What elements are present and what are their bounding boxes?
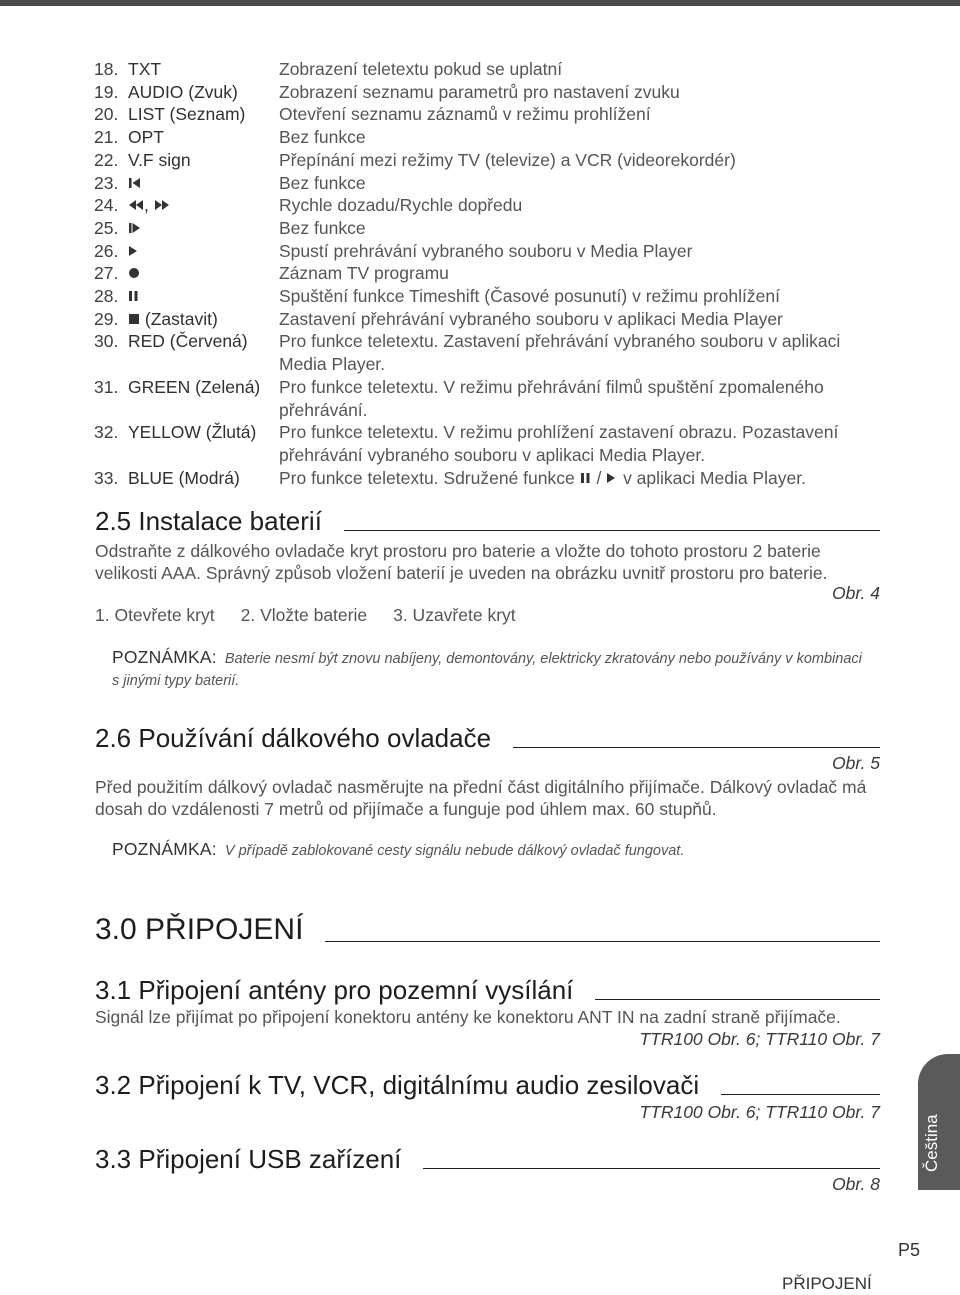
heading-rule bbox=[344, 530, 880, 531]
key-name: LIST (Seznam) bbox=[128, 104, 246, 125]
section-heading bbox=[95, 723, 880, 753]
key-name bbox=[128, 240, 279, 263]
footer-chapter: PŘIPOJENÍ bbox=[782, 1274, 872, 1293]
key-name bbox=[128, 285, 279, 308]
list-item bbox=[94, 376, 884, 421]
note bbox=[112, 838, 872, 862]
item-number: 32. bbox=[94, 422, 119, 443]
heading-rule bbox=[721, 1094, 880, 1095]
key-description: Spustí prehrávání vybraného souboru v Media Player bbox=[279, 240, 693, 261]
note-label: POZNÁMKA: bbox=[112, 647, 217, 667]
key-description: Záznam TV programu bbox=[279, 263, 449, 284]
item-number: 26. bbox=[94, 240, 119, 261]
list-item bbox=[94, 126, 884, 149]
play-icon bbox=[128, 244, 140, 258]
key-description: Rychle dozadu/Rychle dopředu bbox=[279, 195, 523, 216]
remote-key-list bbox=[94, 58, 884, 489]
key-description: Zobrazení seznamu parametrů pro nastavení zvuku bbox=[279, 81, 680, 102]
key-name bbox=[128, 194, 279, 217]
stop-icon bbox=[128, 312, 140, 326]
pause-icon bbox=[580, 471, 592, 485]
key-name: OPT bbox=[128, 127, 164, 148]
section-heading bbox=[95, 1070, 880, 1100]
desc-part: Pro funkce teletextu. Sdružené funkce bbox=[279, 467, 575, 488]
section-title: 2.5 Instalace baterií bbox=[95, 506, 322, 536]
note-text: V případě zablokované cesty signálu nebude dálkový ovladač fungovat. bbox=[224, 843, 685, 859]
heading-rule bbox=[423, 1168, 880, 1169]
item-number: 30. bbox=[94, 331, 119, 352]
key-description: Spuštění funkce Timeshift (Časové posunutí) v režimu prohlížení bbox=[279, 286, 780, 307]
item-number: 29. bbox=[94, 308, 119, 329]
step-forward-icon bbox=[128, 221, 142, 235]
fast-forward-icon bbox=[154, 198, 170, 212]
heading-rule bbox=[513, 747, 880, 748]
key-description: Bez funkce bbox=[279, 217, 366, 238]
list-item bbox=[94, 240, 884, 263]
paragraph: Odstraňte z dálkového ovladače kryt prostoru pro baterie a vložte do tohoto prostoru 2 baterie velikosti AAA. Správný způsob vložení baterií je uveden na obrázku uvnitř prostoru pro baterie. bbox=[95, 541, 828, 583]
section-heading bbox=[95, 1144, 880, 1174]
figure-reference: Obr. 5 bbox=[832, 753, 880, 773]
list-item bbox=[94, 308, 884, 331]
list-item bbox=[94, 262, 884, 285]
item-number: 31. bbox=[94, 376, 119, 397]
heading-rule bbox=[325, 941, 880, 942]
list-item bbox=[94, 194, 884, 217]
note bbox=[112, 646, 872, 692]
list-item bbox=[94, 217, 884, 240]
key-description: Zastavení přehrávání vybraného souboru v aplikaci Media Player bbox=[279, 308, 783, 329]
key-description: Pro funkce teletextu. V režimu prohlížení zastavení obrazu. Pozastavení přehrávání vybraného souboru v aplikaci Media Player. bbox=[279, 422, 839, 465]
rewind-icon bbox=[128, 198, 144, 212]
key-name bbox=[128, 262, 279, 285]
page-number: P5 bbox=[898, 1240, 921, 1260]
item-number: 22. bbox=[94, 149, 119, 170]
section-heading bbox=[95, 506, 880, 536]
note-text: Baterie nesmí být znovu nabíjeny, demontovány, elektricky zkratovány nebo používány v kombinaci s jinými typy baterií. bbox=[112, 651, 862, 689]
item-number: 25. bbox=[94, 217, 119, 238]
key-description: Přepínání mezi režimy TV (televize) a VCR (videorekordér) bbox=[279, 149, 736, 170]
section-title: 3.1 Připojení antény pro pozemní vysílání bbox=[95, 975, 574, 1005]
key-name: BLUE (Modrá) bbox=[128, 467, 240, 488]
list-item bbox=[94, 285, 884, 308]
key-name bbox=[128, 308, 279, 331]
key-separator: , bbox=[144, 195, 149, 216]
figure-reference: Obr. 4 bbox=[832, 583, 880, 603]
key-label: (Zastavit) bbox=[140, 308, 218, 329]
item-number: 19. bbox=[94, 81, 119, 102]
section-title: 3.3 Připojení USB zařízení bbox=[95, 1144, 402, 1174]
key-name bbox=[128, 217, 279, 240]
paragraph: Signál lze přijímat po připojení konektoru antény ke konektoru ANT IN na zadní straně přijímače. bbox=[95, 1007, 841, 1027]
key-description: Zobrazení teletextu pokud se uplatní bbox=[279, 59, 563, 79]
item-number: 23. bbox=[94, 172, 119, 193]
list-item bbox=[94, 421, 884, 466]
key-description: Bez funkce bbox=[279, 127, 366, 148]
pause-icon bbox=[128, 289, 140, 303]
item-number: 21. bbox=[94, 127, 119, 148]
item-number: 24. bbox=[94, 195, 119, 216]
item-number: 20. bbox=[94, 104, 119, 125]
chapter-title: 3.0 PŘIPOJENÍ bbox=[95, 913, 304, 946]
top-border bbox=[0, 0, 960, 6]
list-item bbox=[94, 172, 884, 195]
language-tab bbox=[918, 1054, 960, 1190]
record-icon bbox=[128, 266, 142, 280]
key-description bbox=[279, 467, 884, 490]
chapter-heading bbox=[95, 913, 880, 947]
section-title: 2.6 Používání dálkového ovladače bbox=[95, 723, 492, 753]
key-description: Bez funkce bbox=[279, 172, 366, 193]
key-name: GREEN (Zelená) bbox=[128, 376, 261, 397]
list-item bbox=[94, 103, 884, 126]
play-icon bbox=[606, 471, 618, 485]
item-number: 33. bbox=[94, 467, 119, 488]
step-item: 2. Vložte baterie bbox=[240, 605, 368, 625]
step-back-icon bbox=[128, 176, 142, 190]
key-name: V.F sign bbox=[128, 149, 191, 170]
section-heading bbox=[95, 975, 880, 1005]
list-item bbox=[94, 467, 884, 490]
step-item: 1. Otevřete kryt bbox=[95, 605, 215, 625]
item-number: 28. bbox=[94, 286, 119, 307]
key-name: AUDIO (Zvuk) bbox=[128, 81, 238, 102]
language-tab-label: Čeština bbox=[922, 1114, 941, 1172]
figure-reference: Obr. 8 bbox=[832, 1174, 880, 1194]
item-number: 18. bbox=[94, 59, 119, 79]
key-description: Pro funkce teletextu. Zastavení přehrávání vybraného souboru v aplikaci Media Player. bbox=[279, 331, 841, 375]
figure-reference: TTR100 Obr. 6; TTR110 Obr. 7 bbox=[639, 1102, 880, 1122]
key-name: YELLOW (Žlutá) bbox=[128, 422, 257, 443]
note-label: POZNÁMKA: bbox=[112, 839, 217, 859]
section-title: 3.2 Připojení k TV, VCR, digitálnímu audio zesilovači bbox=[95, 1070, 700, 1100]
item-number: 27. bbox=[94, 263, 119, 284]
steps-list bbox=[95, 605, 516, 626]
key-name: TXT bbox=[128, 59, 162, 79]
key-description: Otevření seznamu záznamů v režimu prohlížení bbox=[279, 104, 651, 125]
desc-separator: / bbox=[591, 467, 607, 488]
heading-rule bbox=[595, 999, 880, 1000]
desc-part: v aplikaci Media Player. bbox=[618, 467, 806, 488]
list-item bbox=[94, 149, 884, 172]
list-item bbox=[94, 330, 884, 375]
key-name bbox=[128, 172, 279, 195]
paragraph: Před použitím dálkový ovladač nasměrujte na přední část digitálního přijímače. Dálkový ovladač má dosah do vzdálenosti 7 metrů od přijímače a funguje pod úhlem max. 60 stupňů. bbox=[95, 777, 867, 819]
list-item bbox=[94, 58, 884, 81]
step-item: 3. Uzavřete kryt bbox=[393, 605, 516, 625]
key-name: RED (Červená) bbox=[128, 331, 248, 352]
figure-reference: TTR100 Obr. 6; TTR110 Obr. 7 bbox=[639, 1029, 880, 1049]
key-description: Pro funkce teletextu. V režimu přehrávání filmů spuštění zpomaleného přehrávání. bbox=[279, 376, 824, 420]
list-item bbox=[94, 81, 884, 104]
